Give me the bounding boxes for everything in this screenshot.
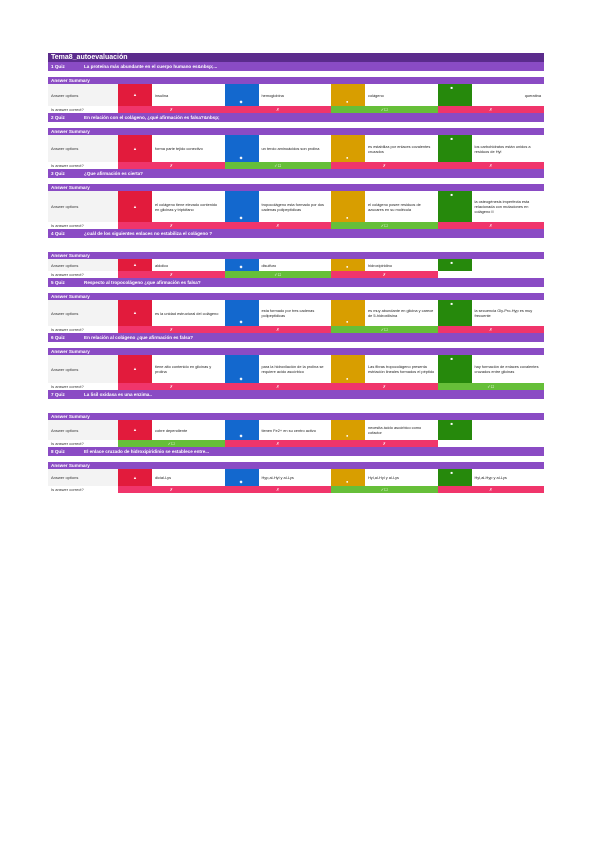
answer-option: [438, 191, 545, 222]
answer-option-text: forma parte tejido conectivo: [155, 146, 203, 151]
blue-answer-swatch: [225, 191, 259, 222]
answer-options-row: [48, 135, 544, 162]
quiz-list: [48, 62, 544, 493]
diamond-icon: ◆: [239, 319, 243, 324]
spacer: [48, 399, 544, 413]
incorrect-mark: ✗: [118, 222, 225, 229]
answer-option: [225, 300, 332, 326]
is-correct-row: [48, 222, 544, 229]
quiz-block: [48, 447, 544, 493]
red-answer-swatch: [118, 355, 152, 383]
is-correct-label: Is answer correct?: [48, 162, 118, 169]
answer-option-text: [472, 420, 545, 440]
answer-option-text: hay formación de enlaces covalentes cruzados entre glicinas: [474, 364, 539, 374]
answer-option-text: es muy abundante en glicina y carece de 5-hidroxilisina: [368, 308, 434, 318]
incorrect-mark: ✗: [118, 486, 225, 493]
answer-option-text: la secuencia Gly-Pro-Hyp es muy frecuente: [474, 308, 533, 318]
answer-option-text: Hyl,al-Hyp y al-Lys: [474, 475, 507, 480]
is-correct-label: Is answer correct?: [48, 440, 118, 447]
correct-mark: ✓☐: [225, 162, 332, 169]
triangle-icon: ▲: [133, 262, 137, 267]
gold-answer-swatch: [331, 84, 365, 106]
quiz-block: [48, 169, 544, 229]
answer-option: [118, 300, 225, 326]
quiz-question: El enlace cruzado de hidroxipiridinio se establece entre...: [84, 449, 210, 454]
answer-option: [118, 469, 225, 486]
answer-option: [438, 259, 545, 271]
answer-option: [225, 259, 332, 271]
answer-options-label: Answer options: [48, 259, 118, 271]
quiz-question: ¿Que afirmación es cierta?: [84, 171, 143, 176]
quiz-header: [48, 113, 544, 122]
square-icon: ■: [450, 85, 453, 90]
quiz-header: [48, 278, 544, 287]
incorrect-mark: ✗: [331, 383, 438, 390]
answer-option: [331, 355, 438, 383]
diamond-icon: ◆: [239, 376, 243, 381]
diamond-icon: ◆: [239, 479, 243, 484]
quiz-number: 1 Quiz: [51, 64, 65, 69]
is-correct-row: [48, 383, 544, 390]
incorrect-mark: ✗: [225, 383, 332, 390]
diamond-icon: ◆: [239, 155, 243, 160]
answer-option-text: un tercio aminoácidos son prolina: [261, 146, 320, 151]
square-icon: ■: [450, 192, 453, 197]
answer-option-text: insulina: [155, 92, 169, 98]
answer-option: [225, 469, 332, 486]
is-correct-label: Is answer correct?: [48, 222, 118, 229]
incorrect-mark: ✗: [438, 486, 545, 493]
quiz-header: [48, 390, 544, 399]
answer-options-label: Answer options: [48, 355, 118, 383]
red-answer-swatch: [118, 84, 152, 106]
circle-icon: ●: [346, 99, 349, 104]
answer-options-label: Answer options: [48, 420, 118, 440]
green-answer-swatch: [438, 191, 472, 222]
answer-option: [118, 259, 225, 271]
answer-option-text: el colágeno tiene elevado contenido en glicinas y triptófano: [155, 201, 218, 212]
answer-options-row: [48, 191, 544, 222]
answer-option-text: esta formado por tres cadenas polipeptidicas: [261, 308, 315, 318]
answer-option-text: cobre dependiente: [155, 427, 188, 433]
is-correct-row: [48, 162, 544, 169]
correct-mark: ✓☐: [331, 326, 438, 333]
answer-option: [118, 135, 225, 162]
incorrect-mark: ✗: [118, 383, 225, 390]
blue-answer-swatch: [225, 355, 259, 383]
answer-options-row: [48, 84, 544, 106]
incorrect-mark: ✗: [331, 440, 438, 447]
quiz-question: La proteína más abundante en el cuerpo humano es&nbsp;...: [84, 64, 218, 69]
answer-option-text: tienen Fe2+ en su centro activo: [261, 427, 316, 433]
answer-option: [118, 191, 225, 222]
incorrect-mark: ✗: [225, 326, 332, 333]
triangle-icon: ▲: [133, 92, 137, 97]
answer-option: [331, 469, 438, 486]
answer-option: [225, 191, 332, 222]
incorrect-mark: ✗: [225, 440, 332, 447]
diamond-icon: ◆: [239, 215, 243, 220]
square-icon: ■: [450, 470, 453, 475]
triangle-icon: ▲: [133, 203, 137, 209]
answer-option-text: para la hidroxilación de la prolina se requiere acido ascórbico: [261, 364, 324, 374]
answer-option-text: necesita ácido ascórbico como cofactor: [368, 425, 422, 435]
circle-icon: ●: [346, 376, 349, 381]
spacer: [48, 238, 544, 252]
quiz-number: 4 Quiz: [51, 231, 65, 236]
answer-option: [331, 135, 438, 162]
gold-answer-swatch: [331, 355, 365, 383]
square-icon: ■: [450, 421, 453, 426]
quiz-block: [48, 333, 544, 390]
answer-option: [118, 84, 225, 106]
answer-option-text: colágeno: [368, 92, 384, 98]
green-answer-swatch: [438, 84, 472, 106]
correct-mark: ✓☐: [331, 486, 438, 493]
answer-options-row: [48, 355, 544, 383]
answer-option-text: tropocolágeno esta formado por dos cadenas polipeptídicas: [261, 201, 325, 212]
quiz-question: La lisil oxidasa es una enzima..: [84, 392, 152, 397]
square-icon: ■: [450, 136, 453, 141]
incorrect-mark: ✗: [225, 222, 332, 229]
answer-options-label: Answer options: [48, 191, 118, 222]
incorrect-mark: ✗: [225, 106, 332, 113]
gold-answer-swatch: [331, 420, 365, 440]
answer-option: [118, 420, 225, 440]
is-correct-row: [48, 486, 544, 493]
quiz-header: [48, 447, 544, 456]
answer-options-row: [48, 469, 544, 486]
answer-options-label: Answer options: [48, 84, 118, 106]
incorrect-mark: ✗: [225, 486, 332, 493]
red-answer-swatch: [118, 469, 152, 486]
is-correct-row: [48, 271, 544, 278]
answer-option: [331, 259, 438, 271]
is-correct-row: [48, 106, 544, 113]
quiz-header: [48, 169, 544, 178]
incorrect-mark: ✗: [438, 326, 545, 333]
blue-answer-swatch: [225, 135, 259, 162]
answer-option-text: Las fibras tropocolágeno presenta estriación lineales formados el péptido: [368, 364, 435, 374]
circle-icon: ●: [346, 319, 349, 324]
answer-option: [438, 300, 545, 326]
answer-option-text: el colágeno posee residuos de azucares en su molécula: [368, 201, 421, 212]
quiz-number: 8 Quiz: [51, 449, 65, 454]
circle-icon: ●: [346, 433, 349, 438]
correct-mark: ✓☐: [225, 271, 332, 278]
quiz-number: 6 Quiz: [51, 335, 65, 340]
is-correct-label: Is answer correct?: [48, 486, 118, 493]
is-correct-row: [48, 440, 544, 447]
empty-mark: [438, 271, 545, 278]
quiz-number: 5 Quiz: [51, 280, 65, 285]
correct-mark: ✓☐: [118, 440, 225, 447]
incorrect-mark: ✗: [118, 326, 225, 333]
green-answer-swatch: [438, 300, 472, 326]
green-answer-swatch: [438, 420, 472, 440]
answer-option-text: disulfuro: [261, 262, 277, 268]
answer-option-text: es la unidad estructural del colágeno: [155, 310, 219, 316]
circle-icon: ●: [346, 215, 349, 220]
answer-option-text: tiene alto contenido en glicinas y prolina: [155, 364, 212, 374]
incorrect-mark: ✗: [438, 106, 545, 113]
red-answer-swatch: [118, 259, 152, 271]
answer-option-text: aldolico: [155, 262, 169, 268]
triangle-icon: ▲: [133, 366, 137, 371]
answer-option-text: es estabiliza por enlaces covalentes cruzados: [368, 143, 431, 154]
answer-summary-header: Answer Summary: [48, 128, 544, 135]
correct-mark: ✓☐: [331, 106, 438, 113]
quiz-header: [48, 333, 544, 342]
answer-option-text: [472, 259, 545, 271]
quiz-block: [48, 62, 544, 113]
answer-option: [225, 84, 332, 106]
quiz-header: [48, 62, 544, 71]
answer-option: [118, 355, 225, 383]
answer-option-text: la osteogénesis imperfecta esta relacionada con mutaciones en colágeno II: [474, 199, 530, 214]
incorrect-mark: ✗: [438, 222, 545, 229]
answer-option: [438, 84, 545, 106]
green-answer-swatch: [438, 469, 472, 486]
sheet-title: Tema8_autoevaluación: [48, 53, 544, 62]
answer-option: [331, 300, 438, 326]
blue-answer-swatch: [225, 469, 259, 486]
circle-icon: ●: [346, 155, 349, 160]
blue-answer-swatch: [225, 420, 259, 440]
incorrect-mark: ✗: [438, 162, 545, 169]
answer-summary-header: Answer Summary: [48, 348, 544, 355]
square-icon: ■: [450, 260, 453, 265]
answer-option: [225, 135, 332, 162]
quiz-question: ¿cuál de los siguientes enlaces no estabiliza el colágeno ?: [84, 231, 213, 236]
incorrect-mark: ✗: [118, 271, 225, 278]
answer-option: [225, 355, 332, 383]
red-answer-swatch: [118, 420, 152, 440]
green-answer-swatch: [438, 355, 472, 383]
answer-option: [331, 84, 438, 106]
answer-summary-header: Answer Summary: [48, 413, 544, 420]
answer-summary-header: Answer Summary: [48, 184, 544, 191]
is-correct-label: Is answer correct?: [48, 383, 118, 390]
answer-summary-header: Answer Summary: [48, 77, 544, 84]
blue-answer-swatch: [225, 259, 259, 271]
answer-option: [438, 135, 545, 162]
answer-options-label: Answer options: [48, 300, 118, 326]
red-answer-swatch: [118, 135, 152, 162]
red-answer-swatch: [118, 191, 152, 222]
quiz-block: [48, 278, 544, 333]
answer-option-text: Hyp,al-Hyl y al-Lys: [261, 475, 294, 480]
answer-options-label: Answer options: [48, 135, 118, 162]
answer-option-text: dicial-Lys: [155, 475, 172, 480]
circle-icon: ●: [346, 264, 349, 269]
triangle-icon: ▲: [133, 145, 137, 151]
quiz-sheet: [48, 53, 544, 493]
diamond-icon: ◆: [239, 99, 243, 104]
gold-answer-swatch: [331, 469, 365, 486]
answer-summary-header: Answer Summary: [48, 252, 544, 259]
incorrect-mark: ✗: [118, 162, 225, 169]
answer-option: [438, 355, 545, 383]
gold-answer-swatch: [331, 191, 365, 222]
answer-options-row: [48, 300, 544, 326]
is-correct-label: Is answer correct?: [48, 106, 118, 113]
gold-answer-swatch: [331, 300, 365, 326]
diamond-icon: ◆: [239, 264, 243, 269]
red-answer-swatch: [118, 300, 152, 326]
triangle-icon: ▲: [133, 427, 137, 432]
incorrect-mark: ✗: [331, 162, 438, 169]
is-correct-label: Is answer correct?: [48, 271, 118, 278]
quiz-number: 2 Quiz: [51, 115, 65, 120]
answer-option: [438, 420, 545, 440]
square-icon: ■: [450, 356, 453, 361]
incorrect-mark: ✗: [331, 271, 438, 278]
answer-summary-header: Answer Summary: [48, 462, 544, 469]
diamond-icon: ◆: [239, 433, 243, 438]
circle-icon: ●: [346, 479, 349, 484]
answer-summary-header: Answer Summary: [48, 293, 544, 300]
answer-option-text: hemoglobina: [261, 92, 284, 98]
correct-mark: ✓☐: [331, 222, 438, 229]
quiz-block: [48, 113, 544, 169]
answer-options-label: Answer options: [48, 469, 118, 486]
is-correct-label: Is answer correct?: [48, 326, 118, 333]
answer-option: [438, 469, 545, 486]
green-answer-swatch: [438, 135, 472, 162]
quiz-block: [48, 229, 544, 278]
answer-option-text: queratina: [524, 92, 541, 98]
gold-answer-swatch: [331, 135, 365, 162]
answer-option-text: hidroxipiridino: [368, 262, 393, 268]
incorrect-mark: ✗: [118, 106, 225, 113]
quiz-number: 7 Quiz: [51, 392, 65, 397]
quiz-question: En relación con el colágeno, ¿qué afirmación es falsa?&nbsp;: [84, 115, 220, 120]
quiz-header: [48, 229, 544, 238]
answer-option-text: los carbohidratos están unidos a residuos de Hyl: [474, 143, 531, 154]
answer-option: [225, 420, 332, 440]
answer-option-text: Hyl,al-Hyl y al-Lys: [368, 475, 399, 480]
triangle-icon: ▲: [133, 474, 137, 480]
blue-answer-swatch: [225, 84, 259, 106]
answer-option: [331, 420, 438, 440]
green-answer-swatch: [438, 259, 472, 271]
quiz-block: [48, 390, 544, 447]
blue-answer-swatch: [225, 300, 259, 326]
answer-options-row: [48, 420, 544, 440]
correct-mark: ✓☐: [438, 383, 545, 390]
quiz-number: 3 Quiz: [51, 171, 65, 176]
is-correct-row: [48, 326, 544, 333]
answer-options-row: [48, 259, 544, 271]
answer-option: [331, 191, 438, 222]
empty-mark: [438, 440, 545, 447]
quiz-question: Respecto al tropocolágeno ¿que afirmación es falsa?: [84, 280, 201, 285]
gold-answer-swatch: [331, 259, 365, 271]
square-icon: ■: [450, 301, 453, 306]
triangle-icon: ▲: [133, 310, 137, 315]
quiz-question: En relación al colágeno ¿que afirmación es falsa?: [84, 335, 194, 340]
